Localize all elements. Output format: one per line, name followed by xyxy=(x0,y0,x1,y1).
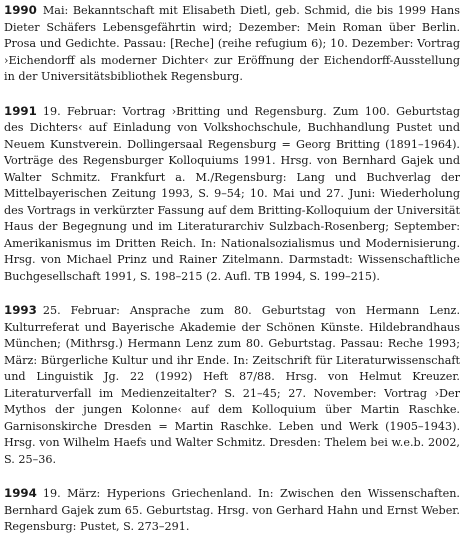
entry-text: Mai: Bekanntschaft mit Elisabeth Dietl, geb. Schmid, die bis 1999 Hans Dieter Schäfers Lebensgefährtin wird; Dezember: Mein Roman über Berlin. Prosa und Gedichte. Passau: [Reche] (reihe refugium 6); 10. Dezember: Vortrag ›Eichendorff als moderner Dichter‹ zur Eröffnung der Eichendorff-Ausstellung in der Universitätsbibliothek Regensburg. xyxy=(4,4,460,83)
entry-text: 25. Februar: Ansprache zum 80. Geburtstag von Hermann Lenz. Kulturreferat und Bayerische Akademie der Schönen Künste. Hildebrandhaus München; (Mithrsg.) Hermann Lenz zum 80. Geburtstag. Passau: Reche 1993; März: Bürgerliche Kultur und ihr Ende. In: Zeitschrift für Literaturwissenschaft und Linguistik Jg. 22 (1992) Heft 87/88. Hrsg. von Helmut Kreuzer. Literaturverfall im Medienzeitalter? S. 21–45; 27. November: Vortrag ›Der Mythos der jungen Kolonne‹ auf dem Kolloquium über Martin Raschke. Garnisonskirche Dresden = Martin Raschke. Leben und Werk (1905–1943). Hrsg. von Wilhelm Haefs und Walter Schmitz. Dresden: Thelem bei w.e.b. 2002, S. 25–36. xyxy=(4,304,460,466)
entry-year: 1990 xyxy=(4,3,37,17)
entry-year: 1991 xyxy=(4,103,37,118)
chronology-page xyxy=(4,2,460,553)
entry-text: 19. Februar: Vortrag ›Britting und Regensburg. Zum 100. Geburtstag des Dichters‹ auf Einladung von Volkshochschule, Buchhandlung Pustet und Neuem Kunstverein. Dollingersaal Regensburg = Georg Britting (1891–1964). Vorträge des Regensburger Kolloquiums 1991. Hrsg. von Bernhard Gajek und Walter Schmitz. Frankfurt a. M./Regensburg: Lang und Buchverlag der Mittelbayerischen Zeitung 1993, S. 9–54; 10. Mai und 27. Juni: Wiederholung des Vortrags in verkürzter Fassung auf dem Britting-Kolloquium der Universität Haus der Begegnung und im Literaturarchiv Sulzbach-Rosenberg; September: Amerikanismus im Dritten Reich. In: Nationalsozialismus und Modernisierung. Hrsg. von Michael Prinz und Rainer Zitelmann. Darmstadt: Wissenschaftliche Buchgesellschaft 1991, S. 198–215 (2. Aufl. TB 1994, S. 199–215). xyxy=(4,104,460,283)
entry-text: 19. März: Hyperions Griechenland. In: Zwischen den Wissenschaften. Bernhard Gajek zum 65. Geburtstag. Hrsg. von Gerhard Hahn und Ernst Weber. Regensburg: Pustet, S. 273–291. xyxy=(4,487,460,533)
entry-year: 1994 xyxy=(4,486,37,500)
chronology-entry-1993 xyxy=(4,302,460,468)
chronology-entry-1991 xyxy=(4,103,460,286)
chronology-entry-1994 xyxy=(4,485,460,536)
entry-year: 1993 xyxy=(4,303,37,317)
chronology-entry-1990 xyxy=(4,2,460,86)
